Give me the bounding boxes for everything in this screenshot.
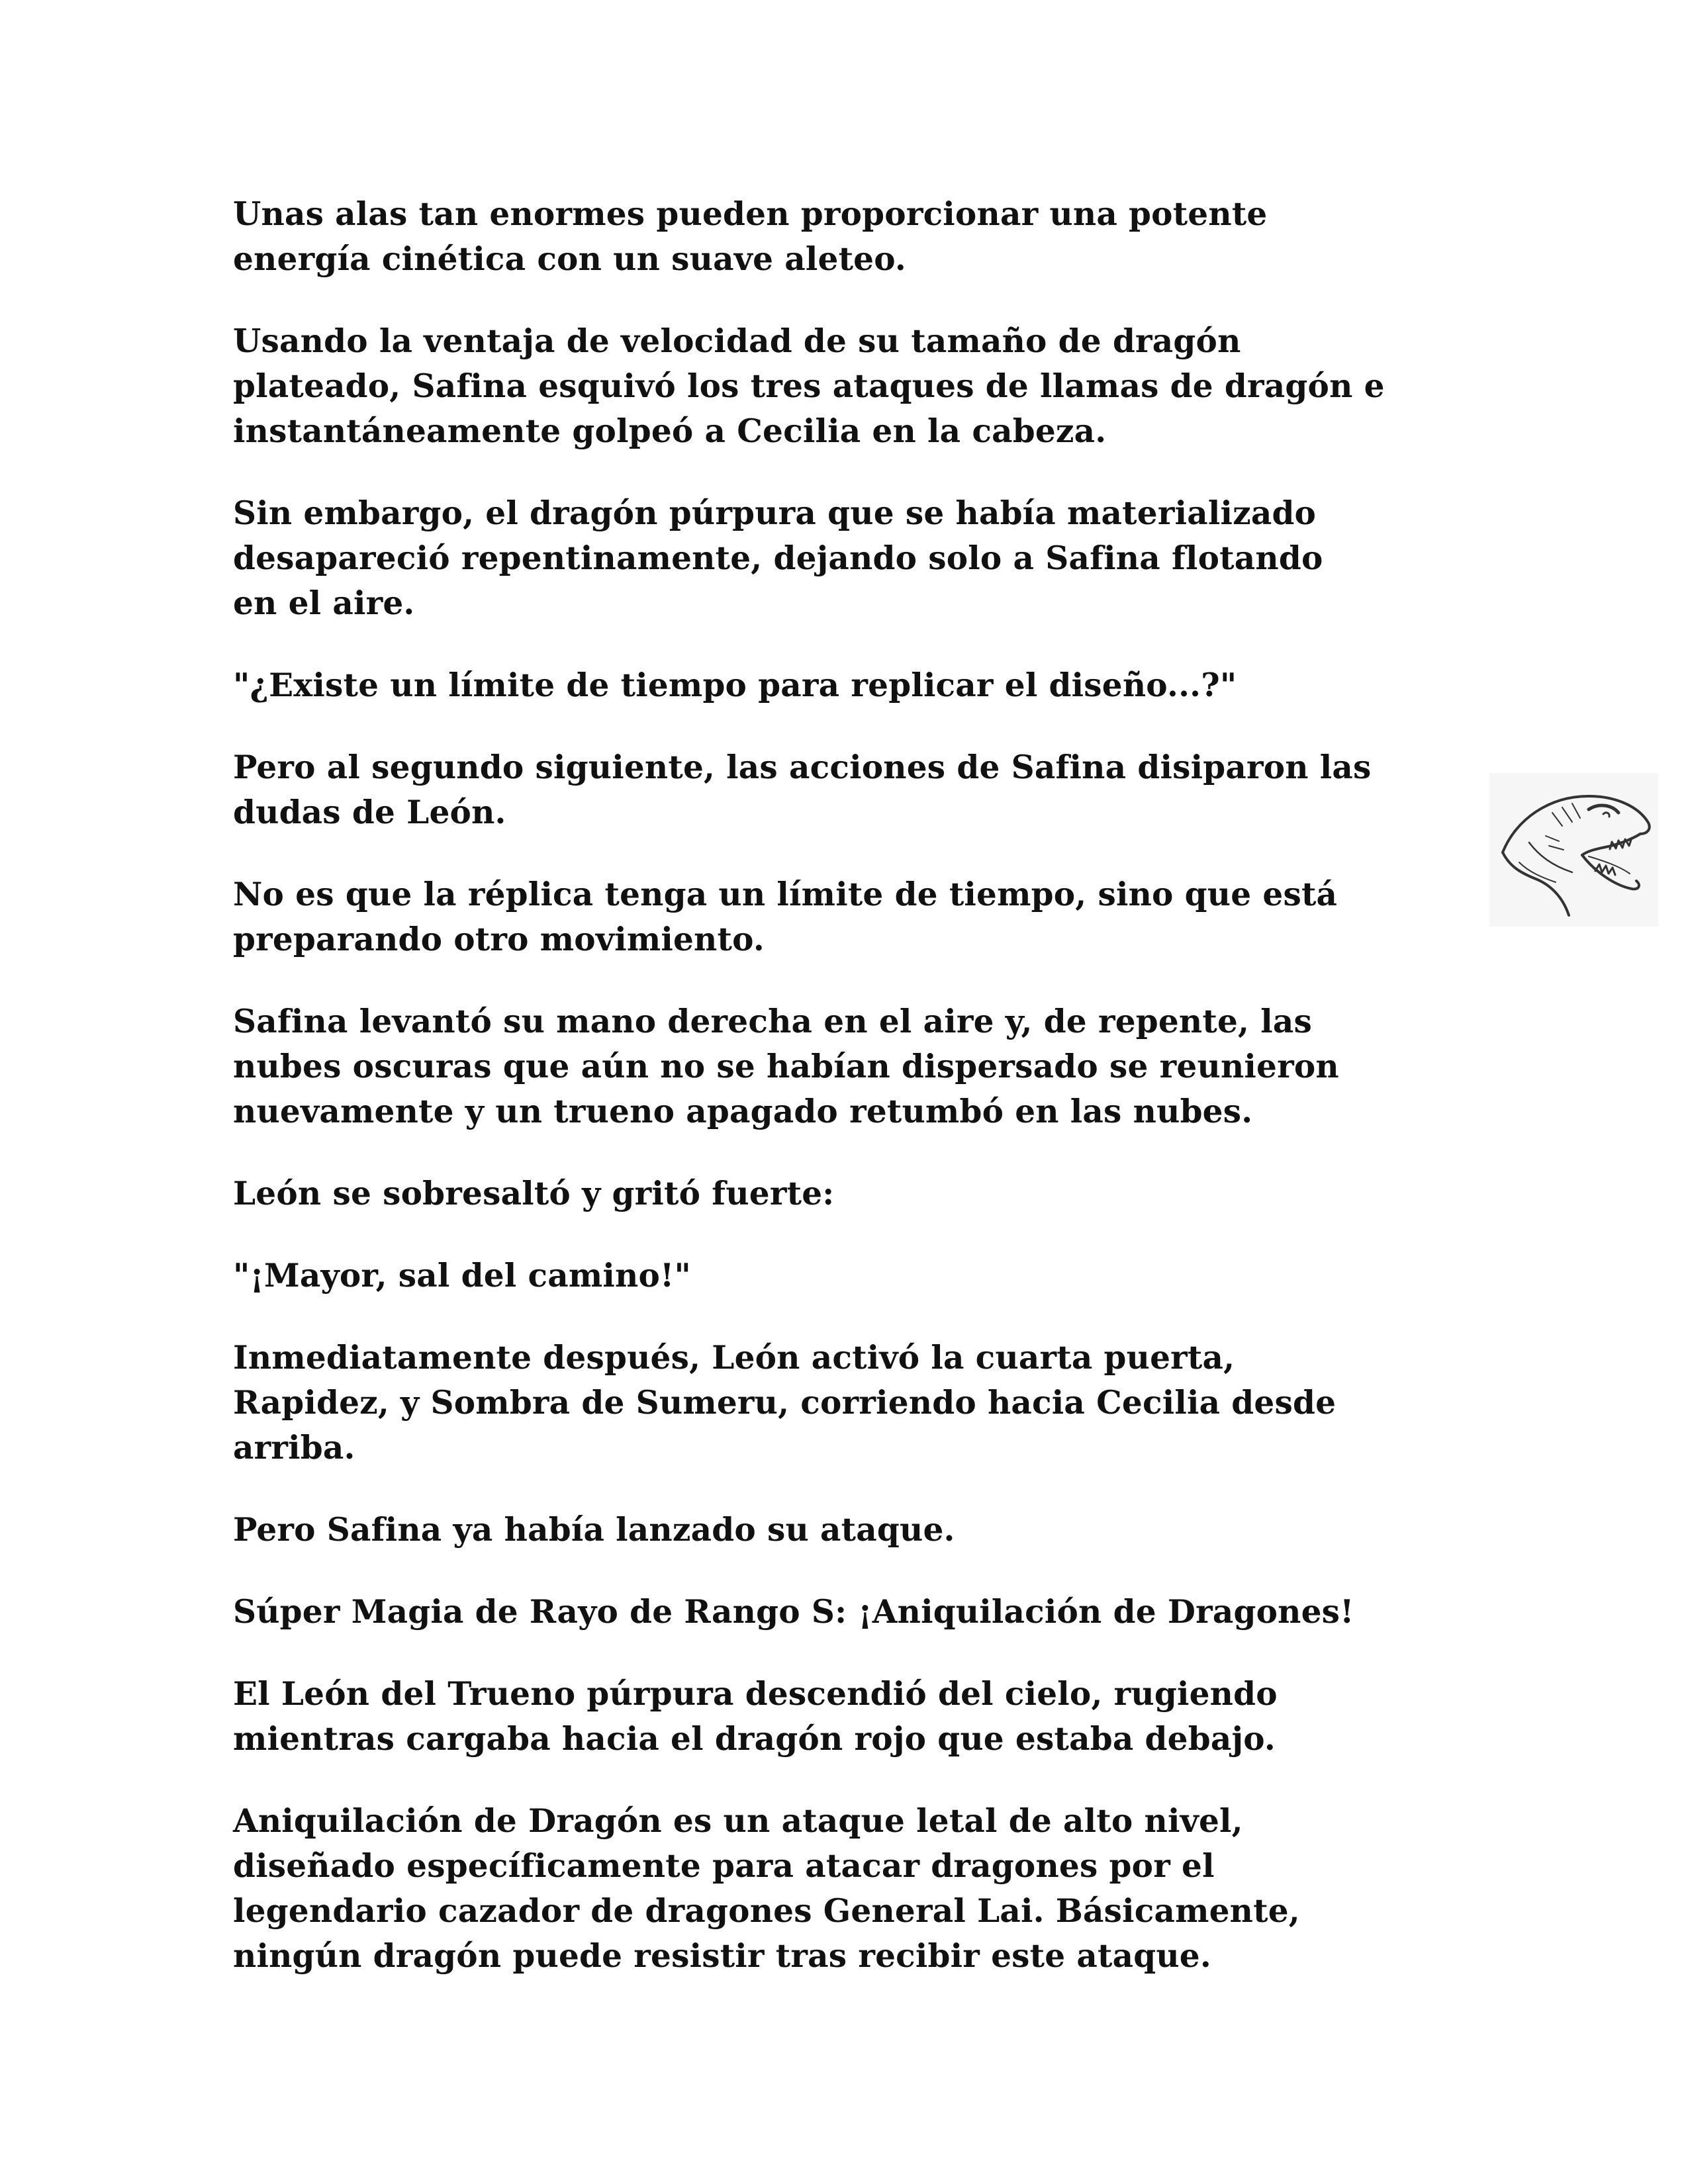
paragraph-12: Súper Magia de Rayo de Rango S: ¡Aniquilación de Dragones!: [233, 1593, 1354, 1631]
dinosaur-head-sketch-icon: [1489, 773, 1658, 927]
paragraph-7: Safina levantó su mano derecha en el aire y, de repente, las nubes oscuras que aún no se habían dispersado se reunieron nuevamente y un trueno apagado retumbó en las nubes.: [233, 1003, 1339, 1130]
paragraph-2: Usando la ventaja de velocidad de su tamaño de dragón plateado, Safina esquivó los tres ataques de llamas de dragón e instantáneamente golpeó a Cecilia en la cabeza.: [233, 322, 1385, 450]
body-text: [233, 192, 1464, 2016]
paragraph-9: "¡Mayor, sal del camino!": [233, 1257, 691, 1295]
paragraph-6: No es que la réplica tenga un límite de tiempo, sino que está preparando otro movimiento.: [233, 876, 1338, 958]
paragraph-5: Pero al segundo siguiente, las acciones de Safina disiparon las dudas de León.: [233, 749, 1372, 831]
paragraph-4: "¿Existe un límite de tiempo para replicar el diseño...?": [233, 666, 1237, 704]
paragraph-1: Unas alas tan enormes pueden proporcionar una potente energía cinética con un suave aleteo.: [233, 195, 1268, 278]
paragraph-13: El León del Trueno púrpura descendió del cielo, rugiendo mientras cargaba hacia el dragón rojo que estaba debajo.: [233, 1675, 1278, 1758]
paragraph-10: Inmediatamente después, León activó la cuarta puerta, Rapidez, y Sombra de Sumeru, corriendo hacia Cecilia desde arriba.: [233, 1339, 1336, 1467]
paragraph-14: Aniquilación de Dragón es un ataque letal de alto nivel, diseñado específicamente para atacar dragones por el legendario cazador de dragones General Lai. Básicamente, ningún dragón puede resistir tras recibir este ataque.: [233, 1802, 1300, 1975]
paragraph-8: León se sobresaltó y gritó fuerte:: [233, 1175, 835, 1212]
paragraph-3: Sin embargo, el dragón púrpura que se había materializado desapareció repentinamente, dejando solo a Safina flotando en el aire.: [233, 494, 1323, 622]
paragraph-11: Pero Safina ya había lanzado su ataque.: [233, 1511, 955, 1549]
